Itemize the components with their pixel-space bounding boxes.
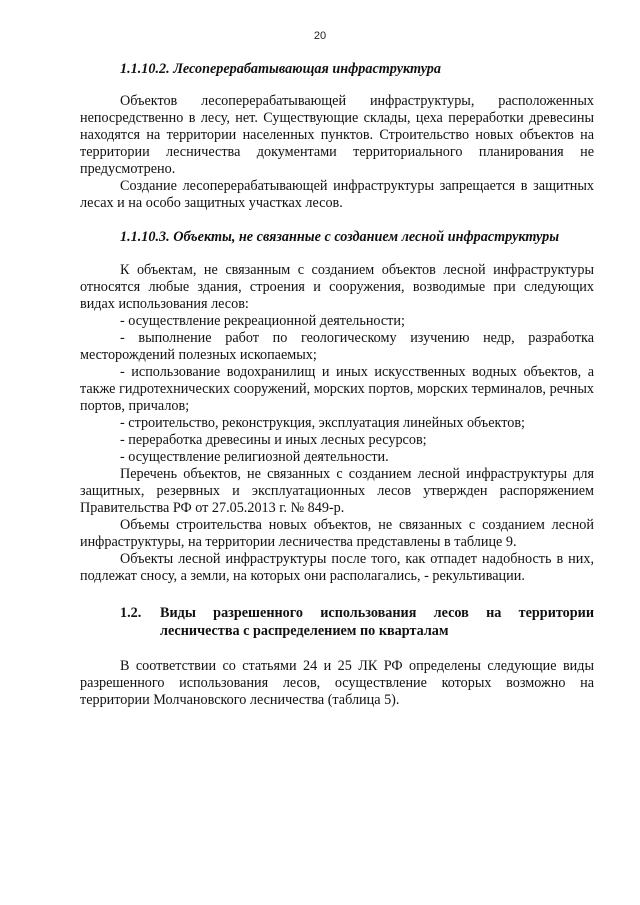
page-content: [80, 60, 594, 709]
heading-obekty-ne-svyazannye: 1.1.10.3. Объекты, не связанные с созданием лесной инфраструктуры: [120, 229, 560, 245]
list-item: - выполнение работ по геологическому изучению недр, разработка месторождений полезных ископаемых;: [80, 330, 594, 363]
page-number: 20: [313, 30, 327, 42]
paragraph: Объемы строительства новых объектов, не связанных с созданием лесной инфраструктуры, на территории лесничества представлены в таблице 9.: [80, 517, 594, 550]
paragraph: Объектов лесоперерабатывающей инфраструктуры, расположенных непосредственно в лесу, нет. Существующие склады, цеха переработки древесины находятся на территории населенных пунктов. Строительство новых объектов на территории лесничества документами территориального планирования не предусмотрено.: [80, 93, 594, 177]
section-heading-1-2: [80, 604, 594, 640]
paragraph: В соответствии со статьями 24 и 25 ЛК РФ определены следующие виды разрешенного использования лесов, осуществление которых возможно на территории Молчановского лесничества (таблица 5).: [80, 658, 594, 708]
section-title: Виды разрешенного использования лесов на территории лесничества с распределением по кварталам: [160, 605, 594, 639]
list-item: - использование водохранилищ и иных искусственных водных объектов, а также гидротехнических сооружений, морских портов, морских терминалов, речных портов, причалов;: [80, 364, 594, 414]
paragraph: К объектам, не связанным с созданием объектов лесной инфраструктуры относятся любые здания, строения и сооружения, возводимые при следующих видах использования лесов:: [80, 262, 594, 312]
paragraph: Создание лесоперерабатывающей инфраструктуры запрещается в защитных лесах и на особо защитных участках лесов.: [80, 178, 594, 211]
section-number: 1.2.: [120, 605, 142, 621]
heading-lesopererabatyvayushchaya: 1.1.10.2. Лесоперерабатывающая инфраструктура: [120, 61, 441, 77]
list-item: - осуществление рекреационной деятельности;: [120, 313, 405, 329]
paragraph: Объекты лесной инфраструктуры после того, как отпадет надобность в них, подлежат сносу, а земли, на которых они располагались, - рекультивации.: [80, 551, 594, 584]
paragraph: Перечень объектов, не связанных с созданием лесной инфраструктуры для защитных, резервных и эксплуатационных лесов утвержден распоряжением Правительства РФ от 27.05.2013 г. № 849-р.: [80, 466, 594, 516]
list-item: - осуществление религиозной деятельности.: [120, 449, 389, 465]
list-item: - строительство, реконструкция, эксплуатация линейных объектов;: [120, 415, 525, 431]
list-item: - переработка древесины и иных лесных ресурсов;: [120, 432, 427, 448]
